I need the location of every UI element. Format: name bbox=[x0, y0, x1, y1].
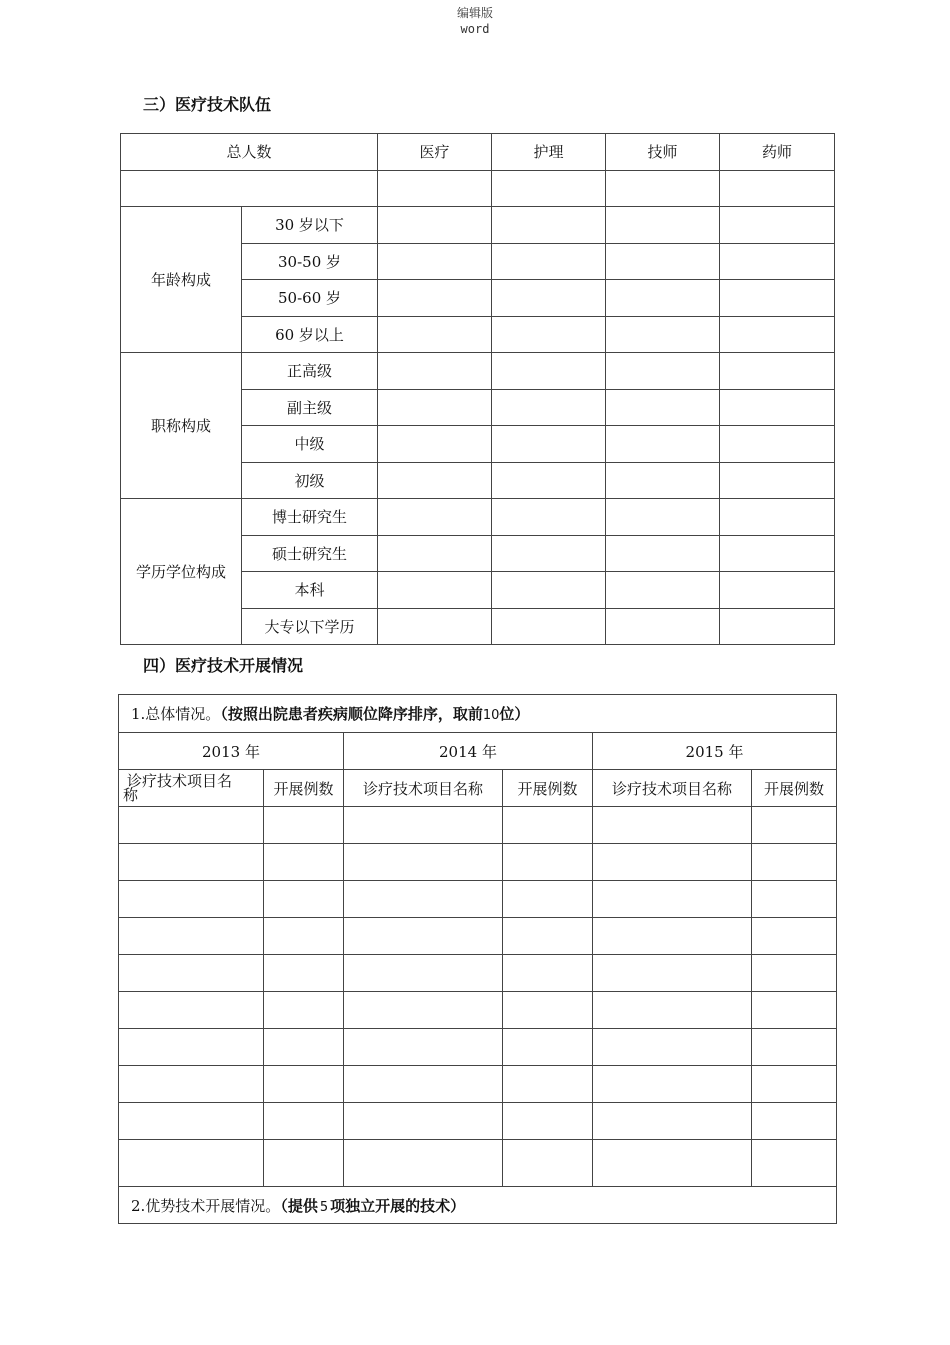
col-header-medical: 医疗 bbox=[378, 134, 492, 171]
row-label: 副主级 bbox=[242, 389, 378, 426]
input-cell[interactable] bbox=[344, 844, 503, 881]
total-cell[interactable] bbox=[121, 170, 378, 207]
row-label: 50-60 岁 bbox=[242, 280, 378, 317]
input-cell[interactable] bbox=[503, 881, 593, 918]
input-cell[interactable] bbox=[344, 1066, 503, 1103]
input-cell[interactable] bbox=[344, 918, 503, 955]
table-row bbox=[119, 955, 837, 992]
advantage-note bbox=[119, 1187, 837, 1224]
input-cell[interactable] bbox=[344, 1029, 503, 1066]
year-2015: 2015 年 bbox=[593, 733, 837, 770]
input-cell[interactable] bbox=[503, 1066, 593, 1103]
note2-tail: 项独立开展的技术） bbox=[330, 1196, 466, 1215]
input-cell[interactable] bbox=[119, 918, 264, 955]
input-cell[interactable] bbox=[119, 1066, 264, 1103]
input-cell[interactable] bbox=[720, 243, 835, 280]
input-cell[interactable] bbox=[264, 918, 344, 955]
input-cell[interactable] bbox=[606, 499, 720, 536]
input-cell[interactable] bbox=[606, 243, 720, 280]
input-cell[interactable] bbox=[503, 1103, 593, 1140]
row-label: 中级 bbox=[242, 426, 378, 463]
table-row bbox=[119, 844, 837, 881]
input-cell[interactable] bbox=[119, 881, 264, 918]
input-cell[interactable] bbox=[378, 499, 492, 536]
input-cell[interactable] bbox=[492, 499, 606, 536]
input-cell[interactable] bbox=[264, 992, 344, 1029]
input-cell[interactable] bbox=[752, 881, 837, 918]
table-row bbox=[119, 1103, 837, 1140]
input-cell[interactable] bbox=[720, 462, 835, 499]
input-cell[interactable] bbox=[492, 572, 606, 609]
table-row bbox=[119, 918, 837, 955]
input-cell[interactable] bbox=[492, 535, 606, 572]
input-cell[interactable] bbox=[503, 955, 593, 992]
table-row bbox=[119, 881, 837, 918]
row-label: 大专以下学历 bbox=[242, 608, 378, 645]
input-cell[interactable] bbox=[503, 844, 593, 881]
input-cell[interactable] bbox=[593, 1103, 752, 1140]
input-cell[interactable] bbox=[492, 316, 606, 353]
table-row bbox=[121, 353, 835, 390]
tech-table bbox=[118, 694, 837, 1224]
row-label: 硕士研究生 bbox=[242, 535, 378, 572]
input-cell[interactable] bbox=[378, 280, 492, 317]
input-cell[interactable] bbox=[752, 807, 837, 844]
row-label: 正高级 bbox=[242, 353, 378, 390]
header-title: 编辑版 bbox=[456, 6, 493, 20]
staff-header-row bbox=[121, 134, 835, 171]
table-row bbox=[121, 207, 835, 244]
input-cell[interactable] bbox=[378, 170, 492, 207]
note1-num: 10 bbox=[482, 708, 500, 723]
input-cell[interactable] bbox=[720, 608, 835, 645]
col-header-technician: 技师 bbox=[606, 134, 720, 171]
column-header-row bbox=[119, 770, 837, 807]
input-cell[interactable] bbox=[492, 207, 606, 244]
input-cell[interactable] bbox=[606, 207, 720, 244]
input-cell[interactable] bbox=[593, 844, 752, 881]
input-cell[interactable] bbox=[492, 243, 606, 280]
input-cell[interactable] bbox=[264, 1066, 344, 1103]
input-cell[interactable] bbox=[606, 280, 720, 317]
col-name-2013 bbox=[119, 770, 264, 807]
col-header-nursing: 护理 bbox=[492, 134, 606, 171]
input-cell[interactable] bbox=[720, 280, 835, 317]
input-cell[interactable] bbox=[378, 316, 492, 353]
section-4-title: 四）医疗技术开展情况 bbox=[143, 656, 304, 675]
input-cell[interactable] bbox=[720, 170, 835, 207]
note1-bold: （按照出院患者疾病顺位降序排序，取前 bbox=[220, 705, 483, 723]
input-cell[interactable] bbox=[606, 170, 720, 207]
row-label: 30 岁以下 bbox=[242, 207, 378, 244]
input-cell[interactable] bbox=[606, 426, 720, 463]
staff-table bbox=[120, 133, 835, 645]
input-cell[interactable] bbox=[264, 955, 344, 992]
input-cell[interactable] bbox=[752, 1140, 837, 1187]
input-cell[interactable] bbox=[752, 918, 837, 955]
input-cell[interactable] bbox=[492, 608, 606, 645]
input-cell[interactable] bbox=[593, 807, 752, 844]
input-cell[interactable] bbox=[752, 992, 837, 1029]
input-cell[interactable] bbox=[344, 1140, 503, 1187]
input-cell[interactable] bbox=[720, 207, 835, 244]
input-cell[interactable] bbox=[720, 353, 835, 390]
input-cell[interactable] bbox=[378, 389, 492, 426]
input-cell[interactable] bbox=[119, 807, 264, 844]
col-name-2014: 诊疗技术项目名称 bbox=[344, 770, 503, 807]
col-count-2014: 开展例数 bbox=[503, 770, 593, 807]
row-label: 初级 bbox=[242, 462, 378, 499]
input-cell[interactable] bbox=[378, 207, 492, 244]
row-label: 60 岁以上 bbox=[242, 316, 378, 353]
input-cell[interactable] bbox=[720, 316, 835, 353]
input-cell[interactable] bbox=[492, 170, 606, 207]
input-cell[interactable] bbox=[378, 243, 492, 280]
note2-bold: （提供 bbox=[280, 1196, 318, 1215]
input-cell[interactable] bbox=[720, 499, 835, 536]
header-subtitle: word bbox=[460, 22, 490, 36]
input-cell[interactable] bbox=[593, 992, 752, 1029]
group-label-education: 学历学位构成 bbox=[121, 499, 242, 645]
col-name-part-b: 称 bbox=[123, 786, 139, 804]
input-cell[interactable] bbox=[492, 353, 606, 390]
input-cell[interactable] bbox=[378, 462, 492, 499]
input-cell[interactable] bbox=[503, 1029, 593, 1066]
input-cell[interactable] bbox=[720, 426, 835, 463]
table-row bbox=[119, 1140, 837, 1187]
input-cell[interactable] bbox=[344, 992, 503, 1029]
input-cell[interactable] bbox=[606, 316, 720, 353]
input-cell[interactable] bbox=[752, 1103, 837, 1140]
note2-prefix: 2.优势技术开展情况。 bbox=[131, 1196, 281, 1215]
input-cell[interactable] bbox=[606, 572, 720, 609]
input-cell[interactable] bbox=[503, 1140, 593, 1187]
table-row bbox=[119, 1066, 837, 1103]
input-cell[interactable] bbox=[264, 881, 344, 918]
input-cell[interactable] bbox=[606, 353, 720, 390]
input-cell[interactable] bbox=[752, 955, 837, 992]
input-cell[interactable] bbox=[119, 844, 264, 881]
input-cell[interactable] bbox=[720, 572, 835, 609]
input-cell[interactable] bbox=[492, 462, 606, 499]
row-label: 本科 bbox=[242, 572, 378, 609]
year-2013: 2013 年 bbox=[119, 733, 344, 770]
input-cell[interactable] bbox=[606, 608, 720, 645]
col-name-part-a: 诊疗技术项目名 bbox=[127, 772, 233, 790]
input-cell[interactable] bbox=[264, 1103, 344, 1140]
input-cell[interactable] bbox=[593, 955, 752, 992]
total-header: 总人数 bbox=[121, 134, 378, 171]
row-label: 博士研究生 bbox=[242, 499, 378, 536]
input-cell[interactable] bbox=[606, 462, 720, 499]
input-cell[interactable] bbox=[378, 353, 492, 390]
input-cell[interactable] bbox=[492, 426, 606, 463]
section-3-title: 三）医疗技术队伍 bbox=[143, 95, 272, 114]
input-cell[interactable] bbox=[264, 1140, 344, 1187]
input-cell[interactable] bbox=[720, 535, 835, 572]
note2-num: 5 bbox=[319, 1199, 329, 1215]
group-label-title: 职称构成 bbox=[121, 353, 242, 499]
input-cell[interactable] bbox=[344, 1103, 503, 1140]
input-cell[interactable] bbox=[593, 1066, 752, 1103]
input-cell[interactable] bbox=[593, 1140, 752, 1187]
input-cell[interactable] bbox=[720, 389, 835, 426]
input-cell[interactable] bbox=[606, 389, 720, 426]
input-cell[interactable] bbox=[752, 844, 837, 881]
input-cell[interactable] bbox=[378, 608, 492, 645]
input-cell[interactable] bbox=[344, 881, 503, 918]
input-cell[interactable] bbox=[593, 881, 752, 918]
input-cell[interactable] bbox=[119, 955, 264, 992]
input-cell[interactable] bbox=[593, 918, 752, 955]
input-cell[interactable] bbox=[492, 389, 606, 426]
input-cell[interactable] bbox=[264, 844, 344, 881]
table-row bbox=[119, 992, 837, 1029]
row-label: 30-50 岁 bbox=[242, 243, 378, 280]
note1-prefix: 1.总体情况。 bbox=[131, 705, 221, 723]
table-row bbox=[119, 1029, 837, 1066]
input-cell[interactable] bbox=[492, 280, 606, 317]
col-name-2015: 诊疗技术项目名称 bbox=[593, 770, 752, 807]
input-cell[interactable] bbox=[378, 572, 492, 609]
year-2014: 2014 年 bbox=[344, 733, 593, 770]
input-cell[interactable] bbox=[119, 1140, 264, 1187]
input-cell[interactable] bbox=[264, 807, 344, 844]
overall-note bbox=[119, 695, 837, 733]
input-cell[interactable] bbox=[503, 992, 593, 1029]
input-cell[interactable] bbox=[503, 807, 593, 844]
input-cell[interactable] bbox=[344, 807, 503, 844]
input-cell[interactable] bbox=[378, 535, 492, 572]
col-count-2013: 开展例数 bbox=[264, 770, 344, 807]
note1-tail: 位） bbox=[499, 705, 530, 723]
note-row-1 bbox=[119, 695, 837, 733]
input-cell[interactable] bbox=[264, 1029, 344, 1066]
col-count-2015: 开展例数 bbox=[752, 770, 837, 807]
input-cell[interactable] bbox=[119, 992, 264, 1029]
input-cell[interactable] bbox=[503, 918, 593, 955]
input-cell[interactable] bbox=[344, 955, 503, 992]
group-label-age: 年龄构成 bbox=[121, 207, 242, 353]
input-cell[interactable] bbox=[752, 1029, 837, 1066]
table-row bbox=[121, 499, 835, 536]
year-row bbox=[119, 733, 837, 770]
input-cell[interactable] bbox=[593, 1029, 752, 1066]
input-cell[interactable] bbox=[378, 426, 492, 463]
col-header-pharmacist: 药师 bbox=[720, 134, 835, 171]
input-cell[interactable] bbox=[119, 1029, 264, 1066]
input-cell[interactable] bbox=[119, 1103, 264, 1140]
input-cell[interactable] bbox=[752, 1066, 837, 1103]
input-cell[interactable] bbox=[606, 535, 720, 572]
note-row-2 bbox=[119, 1187, 837, 1224]
table-row bbox=[119, 807, 837, 844]
total-row bbox=[121, 170, 835, 207]
